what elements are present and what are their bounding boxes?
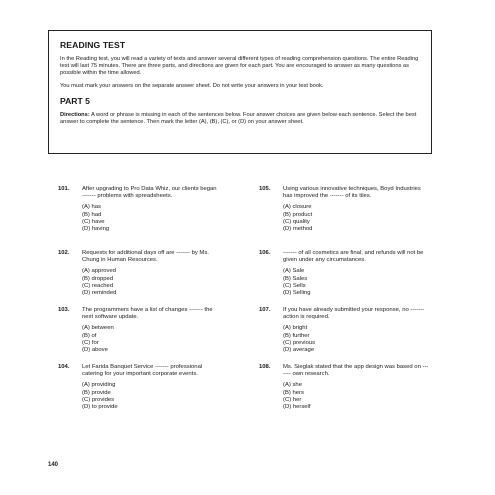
answer-options — [283, 382, 429, 411]
question-108 — [259, 364, 429, 411]
option-c[interactable]: (C) have — [82, 218, 105, 225]
option-d[interactable]: (D) having — [82, 226, 110, 233]
question-number: 105. — [259, 186, 271, 192]
question-text: Let Farida Banquet Service ------- professional catering for your important corporate events. — [82, 364, 203, 378]
option-b[interactable]: (B) of — [82, 332, 97, 339]
question-text: If you have already submitted your response, no ------- action is required. — [283, 307, 425, 321]
question-number: 103. — [58, 307, 70, 313]
answer-options — [82, 325, 218, 354]
page-number: 140 — [48, 462, 59, 468]
option-c[interactable]: (C) her — [283, 396, 302, 403]
answer-options — [82, 204, 218, 233]
option-a[interactable]: (A) has — [82, 204, 101, 211]
instructions-box — [48, 30, 432, 154]
directions-text: A word or phrase is missing in each of the sentences below. Four answer choices are given below each sentence. Select the best answer to complete the sentence. Then mark the letter (A), (B), (C), or (D) on your answer sheet. — [60, 112, 417, 125]
question-number: 108. — [259, 364, 271, 370]
question-text: The programmers have a list of changes ------- the next software update. — [82, 307, 213, 321]
option-a[interactable]: (A) Sale — [283, 268, 305, 275]
directions-label: Directions: — [60, 112, 90, 118]
option-c[interactable]: (C) previous — [283, 339, 316, 346]
question-102 — [58, 250, 218, 307]
option-b[interactable]: (B) hers — [283, 389, 304, 396]
question-number: 104. — [58, 364, 70, 370]
answer-options — [283, 204, 429, 233]
question-text: After upgrading to Pro Data Whiz, our clients began ------- problems with spreadsheets. — [82, 186, 217, 200]
option-b[interactable]: (B) further — [283, 332, 310, 339]
option-c[interactable]: (C) quality — [283, 218, 310, 225]
answer-options — [82, 268, 218, 297]
question-105 — [259, 186, 429, 250]
option-b[interactable]: (B) product — [283, 211, 313, 218]
option-a[interactable]: (A) between — [82, 325, 114, 332]
question-text: ------- of all cosmetics are final, and refunds will not be given under any circumstances. — [283, 250, 424, 264]
option-c[interactable]: (C) for — [82, 339, 99, 346]
option-b[interactable]: (B) Sales — [283, 275, 308, 282]
question-text: Using various innovative techniques, Boyd Industries has improved the ------- of its tiles. — [283, 186, 421, 200]
question-number: 102. — [58, 250, 70, 256]
directions — [60, 112, 421, 126]
option-d[interactable]: (D) herself — [283, 404, 311, 411]
option-d[interactable]: (D) above — [82, 347, 108, 354]
option-a[interactable]: (A) she — [283, 382, 302, 389]
question-number: 107. — [259, 307, 271, 313]
answer-options — [283, 325, 429, 354]
option-a[interactable]: (A) approved — [82, 268, 117, 275]
question-text: Requests for additional days off are ------- by Ms. Chung in Human Resources. — [82, 250, 209, 264]
question-106 — [259, 250, 429, 307]
option-c[interactable]: (C) provides — [82, 396, 115, 403]
question-107 — [259, 307, 429, 364]
option-c[interactable]: (C) reached — [82, 282, 114, 289]
question-number: 106. — [259, 250, 271, 256]
answer-sheet-note: You must mark your answers on the separate answer sheet. Do not write your answers in your test book. — [60, 83, 324, 89]
question-101 — [58, 186, 218, 250]
option-d[interactable]: (D) method — [283, 226, 313, 233]
intro-paragraph: In the Reading test, you will read a variety of texts and answer several different types of reading comprehension questions. The entire Reading test will last 75 minutes. There are three parts, and directions are given for each part. You are encouraged to answer as many questions as possible within the time allowed. — [60, 56, 419, 76]
question-104 — [58, 364, 218, 411]
questions-left-column — [58, 186, 218, 411]
question-103 — [58, 307, 218, 364]
part-title: PART 5 — [60, 96, 90, 106]
answer-options — [82, 382, 218, 411]
answer-options — [283, 268, 429, 297]
option-b[interactable]: (B) had — [82, 211, 102, 218]
option-c[interactable]: (C) Sells — [283, 282, 306, 289]
question-number: 101. — [58, 186, 70, 192]
option-a[interactable]: (A) providing — [82, 382, 116, 389]
option-d[interactable]: (D) to provide — [82, 404, 118, 411]
option-a[interactable]: (A) bright — [283, 325, 308, 332]
option-d[interactable]: (D) reminded — [82, 290, 117, 297]
option-a[interactable]: (A) closure — [283, 204, 312, 211]
option-d[interactable]: (D) average — [283, 347, 315, 354]
section-title: READING TEST — [60, 40, 126, 50]
option-b[interactable]: (B) dropped — [82, 275, 114, 282]
question-text: Ms. Sieglak stated that the app design was based on ------- own research. — [283, 364, 429, 378]
option-d[interactable]: (D) Selling — [283, 290, 311, 297]
option-b[interactable]: (B) provide — [82, 389, 111, 396]
questions-right-column — [259, 186, 429, 411]
